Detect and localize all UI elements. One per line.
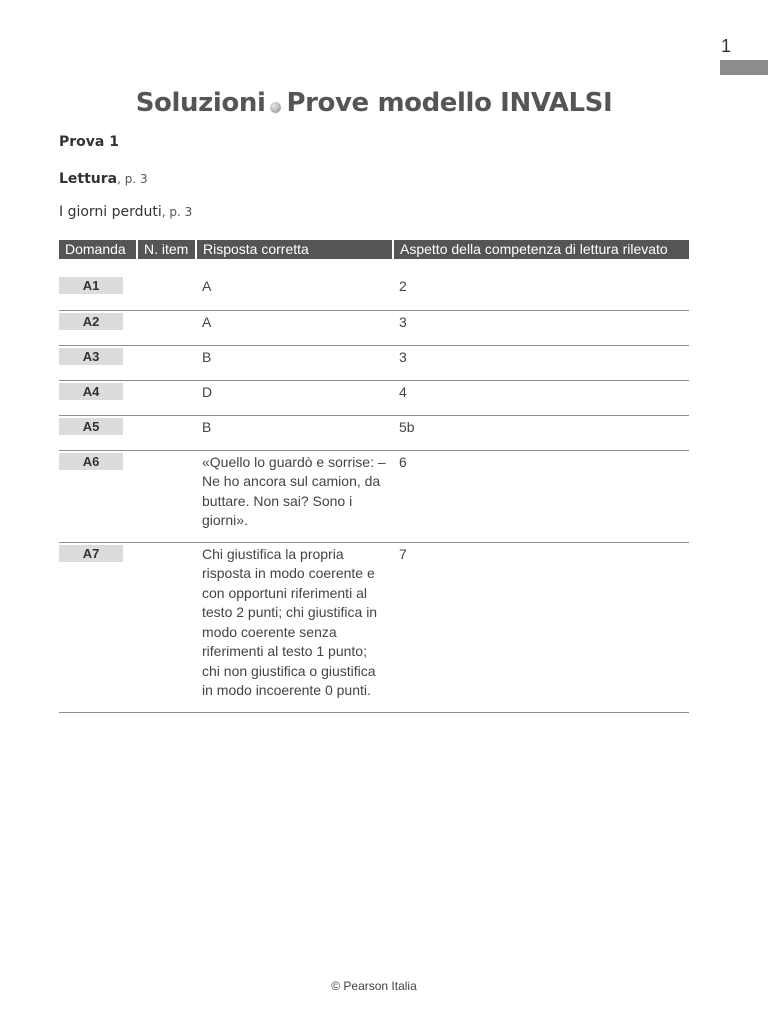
lettura-page-ref: , p. 3 bbox=[117, 172, 148, 186]
table-row bbox=[59, 380, 689, 415]
header-n-item: N. item bbox=[137, 240, 196, 259]
aspetto-cell: 7 bbox=[399, 545, 407, 562]
risposta-cell: B bbox=[202, 418, 212, 435]
domanda-badge: A5 bbox=[59, 418, 123, 435]
table-row bbox=[59, 450, 689, 542]
solutions-table bbox=[59, 240, 689, 713]
prova-heading: Prova 1 bbox=[59, 134, 119, 150]
item-cell bbox=[137, 415, 196, 450]
item-cell bbox=[137, 310, 196, 345]
risposta-cell: B bbox=[202, 348, 212, 365]
title-part-prove: Prove modello INVALSI bbox=[286, 88, 613, 118]
aspetto-cell: 3 bbox=[399, 348, 407, 365]
risposta-cell: D bbox=[202, 383, 213, 400]
lettura-heading bbox=[59, 171, 148, 187]
brano-heading bbox=[59, 204, 192, 220]
page-title bbox=[0, 88, 748, 118]
item-cell bbox=[137, 380, 196, 415]
domanda-badge: A1 bbox=[59, 277, 123, 294]
copyright-footer: © Pearson Italia bbox=[331, 979, 417, 993]
risposta-cell: «Quello lo guardò e sorrise: – Ne ho ancora sul camion, da buttare. Non sai? Sono i giorni». bbox=[202, 453, 386, 528]
table-row bbox=[59, 542, 689, 712]
aspetto-cell: 5b bbox=[399, 418, 415, 435]
aspetto-cell: 3 bbox=[399, 313, 407, 330]
domanda-badge: A2 bbox=[59, 313, 123, 330]
bullet-icon bbox=[270, 102, 281, 113]
domanda-badge: A3 bbox=[59, 348, 123, 365]
page-tab-marker bbox=[720, 60, 768, 75]
domanda-badge: A6 bbox=[59, 453, 123, 470]
domanda-badge: A4 bbox=[59, 383, 123, 400]
aspetto-cell: 2 bbox=[399, 278, 407, 294]
aspetto-cell: 4 bbox=[399, 383, 407, 400]
aspetto-cell: 6 bbox=[399, 453, 407, 470]
lettura-label: Lettura bbox=[59, 171, 118, 187]
header-domanda: Domanda bbox=[59, 240, 137, 259]
risposta-cell: Chi giustifica la propria risposta in modo coerente e con opportuni riferimenti al testo 2 punti; chi giustifica in modo coerente senza riferimenti al testo 1 punto; chi non giustifica o giustifica in modo incoerente 0 punti. bbox=[202, 545, 378, 698]
table-row bbox=[59, 415, 689, 450]
table-row bbox=[59, 345, 689, 380]
item-cell bbox=[137, 275, 196, 310]
item-cell bbox=[137, 450, 196, 542]
brano-page-ref: , p. 3 bbox=[161, 205, 193, 219]
header-risposta: Risposta corretta bbox=[196, 240, 393, 259]
table-row bbox=[59, 310, 689, 345]
risposta-cell: A bbox=[202, 313, 212, 330]
domanda-badge: A7 bbox=[59, 545, 123, 562]
item-cell bbox=[137, 345, 196, 380]
table-header-row bbox=[59, 240, 689, 259]
risposta-cell: A bbox=[202, 278, 212, 294]
table-row bbox=[59, 275, 689, 310]
title-part-soluzioni: Soluzioni bbox=[135, 88, 266, 118]
item-cell bbox=[137, 542, 196, 712]
page-number: 1 bbox=[721, 36, 732, 56]
brano-label: I giorni perduti bbox=[59, 204, 162, 220]
header-aspetto: Aspetto della competenza di lettura rilevato bbox=[393, 240, 689, 259]
